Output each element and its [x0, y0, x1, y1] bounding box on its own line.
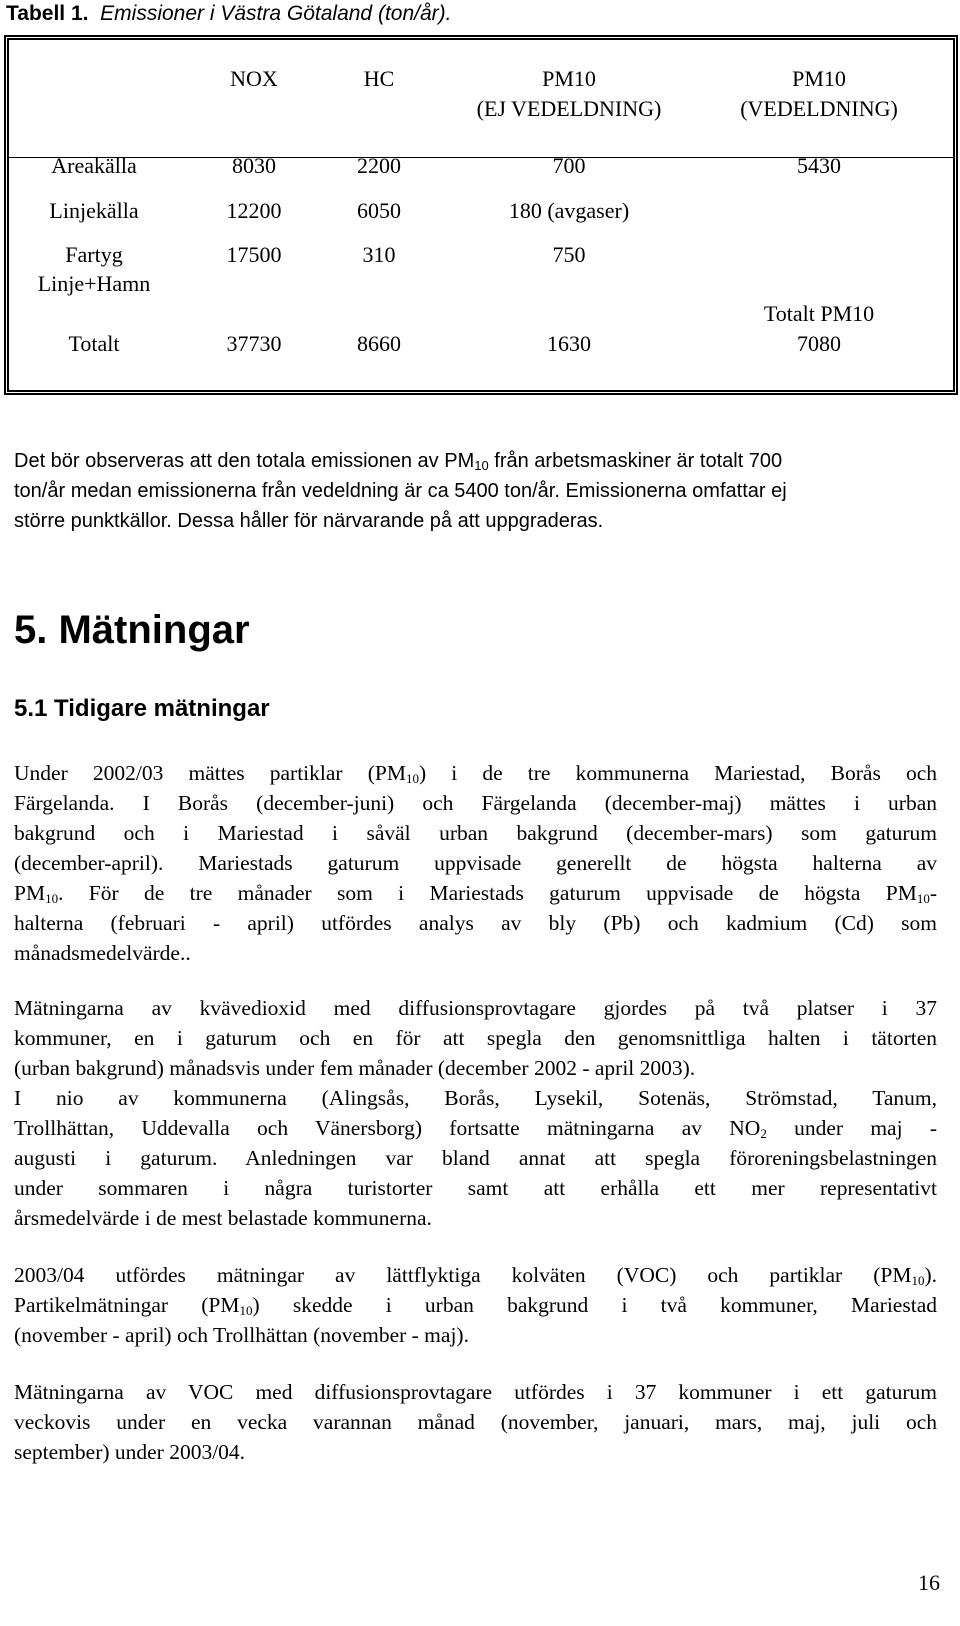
row-totalt-pm-ved: 7080 [797, 331, 841, 356]
header-pm10-ved-sub: (VEDELDNING) [740, 96, 898, 121]
note-line-2: ton/år medan emissionerna från vedeldning är ca 5400 ton/år. Emissionerna omfattar ej [14, 480, 787, 502]
p2-line-5: Trollhättan, Uddevalla och Vänersborg) fortsatte mätningarna av $NO_2$ under maj - [14, 1116, 937, 1141]
p1-line-5: $PM_{10}$. För de tre månader som i Mariestads gaturum uppvisade de högsta $PM_{10}-$ [14, 881, 937, 906]
row-fartyg-nox: 17500 [226, 242, 282, 267]
header-hc: HC [363, 66, 395, 91]
p2-line-1: Mätningarna av kvävedioxid med diffusionsprovtagare gjordes på två platser i 37 [14, 996, 937, 1020]
p4-line-2: veckovis under en vecka varannan månad (november, januari, mars, maj, juli och [14, 1410, 937, 1434]
row-fartyg-pm-ej: 750 [552, 242, 586, 267]
p2-line-6: augusti i gaturum. Anledningen var bland annat att spegla föroreningsbelastningen [14, 1146, 937, 1170]
paragraph-voc-diffusion [14, 1377, 937, 1467]
row-linjekalla-name: Linjekälla [49, 198, 139, 223]
row-areakalla-hc: 2200 [357, 153, 401, 178]
row-fartyg-name2: Linje+Hamn [37, 271, 151, 296]
section-heading: 5. Mätningar [14, 608, 250, 652]
header-pm10-ved: PM10 [792, 66, 846, 91]
subsection-heading: 5.1 Tidigare mätningar [14, 695, 270, 722]
p1-line-7: månadsmedelvärde.. [14, 941, 191, 965]
row-linjekalla-pm-ej: 180 (avgaser) [508, 198, 630, 223]
row-areakalla-name: Areakälla [51, 153, 137, 178]
row-linjekalla-nox: 12200 [226, 198, 282, 223]
row-areakalla-pm-ved: 5430 [797, 153, 841, 178]
paragraph-no2-measurements [14, 993, 937, 1233]
p1-line-1: Under 2002/03 mättes partiklar $(PM_{10})$ i de tre kommunerna Mariestad, Borås och [14, 761, 937, 786]
row-totalt-pm-ved-label: Totalt PM10 [763, 301, 875, 326]
p4-line-1: Mätningarna av VOC med diffusionsprovtagare utfördes i 37 kommuner i ett gaturum [14, 1380, 937, 1404]
p2-line-2: kommuner, en i gaturum och en för att spegla den genomsnittliga halten i tätorten [14, 1026, 937, 1050]
p1-line-2: Färgelanda. I Borås (december-juni) och Färgelanda (december-maj) mättes i urban [14, 791, 937, 815]
header-pm10-ej-sub: (EJ VEDELDNING) [476, 96, 662, 121]
row-fartyg-hc: 310 [362, 242, 396, 267]
p4-line-3: september) under 2003/04. [14, 1440, 246, 1464]
p2-line-4: I nio av kommunerna (Alingsås, Borås, Lysekil, Sotenäs, Strömstad, Tanum, [14, 1086, 937, 1110]
paragraph-voc-particles [14, 1260, 937, 1350]
table-title: Emissioner i Västra Götaland (ton/år). [100, 2, 452, 25]
paragraph-earlier-measurements [14, 758, 937, 968]
p1-line-3: bakgrund och i Mariestad i såväl urban bakgrund (december-mars) som gaturum [14, 821, 937, 845]
p2-line-8: årsmedelvärde i de mest belastade kommunerna. [14, 1206, 432, 1230]
page-number: 16 [918, 1570, 940, 1595]
note-line-1: Det bör observeras att den totala emissionen av $PM_{10}$ från arbetsmaskiner är totalt 700 [14, 450, 783, 473]
header-pm10-ej: PM10 [542, 66, 596, 91]
row-totalt-hc: 8660 [357, 331, 401, 356]
p3-line-2: Partikelmätningar $(PM_{10})$ skedde i urban bakgrund i två kommuner, Mariestad [14, 1293, 937, 1318]
header-nox: NOX [230, 66, 278, 91]
p3-line-3: (november - april) och Trollhättan (november - maj). [14, 1323, 469, 1347]
emission-note [14, 446, 944, 536]
note-line-3: större punktkällor. Dessa håller för närvarande på att uppgraderas. [14, 510, 604, 532]
p2-line-7: under sommaren i några turistorter samt att erhålla ett mer representativt [14, 1176, 937, 1200]
row-linjekalla-hc: 6050 [357, 198, 401, 223]
row-fartyg-name: Fartyg [65, 242, 123, 267]
emissions-table [4, 35, 958, 395]
row-areakalla-pm-ej: 700 [552, 153, 586, 178]
row-totalt-nox: 37730 [226, 331, 282, 356]
row-totalt-name: Totalt [68, 331, 120, 356]
table-label: Tabell 1. [6, 2, 89, 25]
row-areakalla-nox: 8030 [232, 153, 276, 178]
p1-line-4: (december-april). Mariestads gaturum uppvisade generellt de högsta halterna av [14, 851, 937, 875]
p3-line-1: 2003/04 utfördes mätningar av lättflyktiga kolväten (VOC) och partiklar $(PM_{10})$. [14, 1263, 937, 1288]
p2-line-3: (urban bakgrund) månadsvis under fem månader (december 2002 - april 2003). [14, 1056, 696, 1080]
table-caption [6, 2, 451, 26]
p1-line-6: halterna (februari - april) utfördes analys av bly (Pb) och kadmium (Cd) som [14, 911, 937, 935]
row-totalt-pm-ej: 1630 [547, 331, 591, 356]
